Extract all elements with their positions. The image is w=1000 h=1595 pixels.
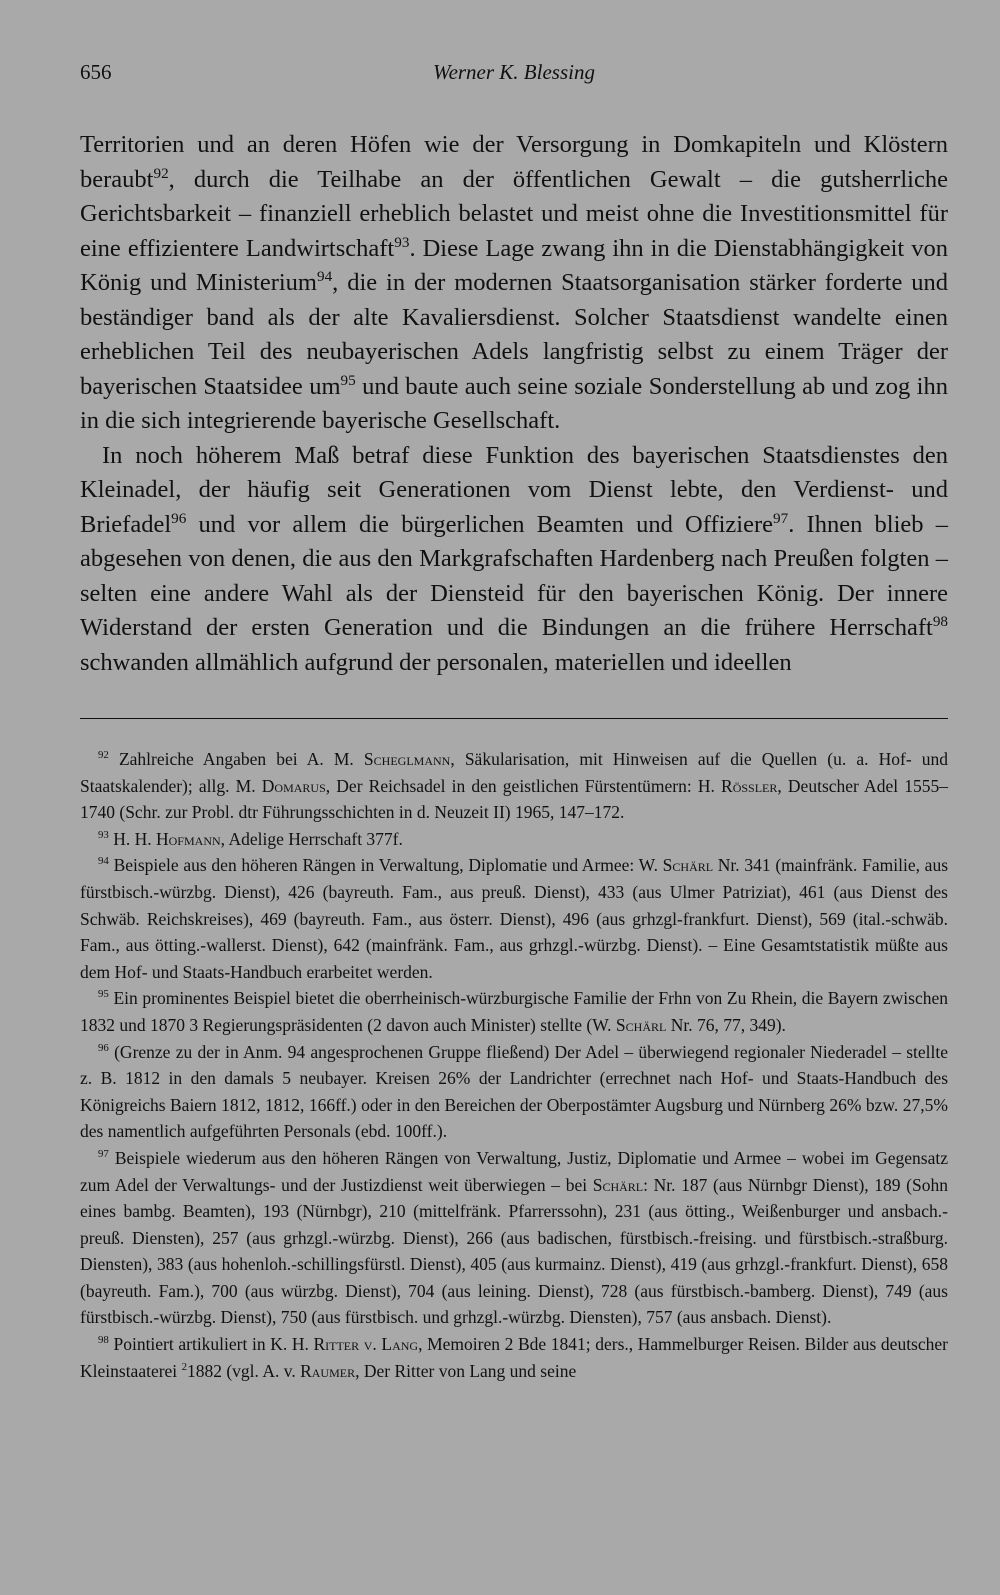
text-run: In noch höherem Maß betraf diese Funktion des bayerischen Staatsdienstes den Kleinadel, der häufig seit Generationen vom Dienst lebte, den Verdienst- und Briefadel (80, 441, 948, 538)
running-head: Werner K. Blessing (433, 60, 595, 84)
text-run: und vor allem die bürgerlichen Beamten und Offiziere (186, 510, 773, 538)
text-run: , durch die Teilhabe an der öffentlichen Gewalt – die gutsherrliche Gerichtsbarkeit – finanziell erheblich belastet und meist ohne die Investitionsmittel für eine effizientere Landwirtschaft (80, 165, 948, 262)
author-name: Rössler (721, 775, 778, 796)
text-run: und baute auch seine soziale Sonderstellung ab und zog ihn in die sich integrierende bayerische Gesellschaft. (80, 372, 948, 434)
author-name: Schärl (615, 1014, 667, 1035)
footnote-94 (80, 852, 948, 985)
footnote-number: 98 (98, 1334, 109, 1347)
paragraph-2 (80, 439, 948, 681)
footnote-ref: 97 (773, 509, 789, 527)
text-run: , Memoiren 2 Bde 1841; ders., Hammelburger Reisen. Bilder aus deutscher Kleinstaaterei (80, 1334, 948, 1381)
edition-number: 2 (181, 1360, 187, 1373)
footnote-ref: 95 (340, 371, 356, 389)
text-run: Zahlreiche Angaben bei A. M. (118, 749, 364, 769)
footnote-number: 96 (98, 1041, 109, 1054)
text-run: Beispiele wiederum aus den höheren Rängen von Verwaltung, Justiz, Diplomatie und Armee – wobei im Gegensatz zum Adel der Verwaltungs- und der Justizdienst weit überwiegen – bei (80, 1147, 948, 1195)
footnote-ref: 93 (394, 233, 410, 251)
author-name: Schärl (592, 1174, 644, 1195)
text-run: : Nr. 187 (aus Nürnbgr Dienst), 189 (Sohn eines bambg. Beamten), 193 (Nürnbgr), 210 (mittelfränk. Pfarrerssohn), 231 (aus ötting., Weißenburger und ansbach.-preuß. Diensten), 257 (aus grhzgl.-würzbg. Dienst), 266 (aus badischen, fürstbisch.-freising. und fürstbisch.-straßburg. Diensten), 383 (aus hohenloh.-schillingsfürstl. Dienst), 405 (aus kurmainz. Dienst), 419 (aus grhzgl.-frankfurt. Dienst), 658 (bayreuth. Fam.), 700 (aus würzbg. Dienst), 704 (aus leining. Dienst), 728 (aus fürstbisch.-bamberg. Dienst), 749 (aus fürstbisch.-würzbg. Dienst), 750 (aus fürstbisch. und grhzgl.-würzbg. Diensten), 757 (aus ansbach. Dienst). (80, 1174, 948, 1328)
text-run: , Der Reichsadel in den geistlichen Fürstentümern: H. (325, 775, 722, 796)
footnote-number: 97 (98, 1148, 109, 1161)
footnote-number: 92 (98, 749, 109, 762)
text-run: , Der Ritter von Lang und seine (355, 1360, 577, 1381)
text-run: , Säkularisation, mit Hinweisen auf die Quellen (u. a. Hof- und Staatskalender); allg. M. (80, 749, 949, 796)
page-number: 656 (80, 60, 112, 84)
footnote-ref: 96 (171, 509, 187, 527)
text-run: . Ihnen blieb – abgesehen von denen, die aus den Markgrafschaften Hardenberg nach Preußen folgten – selten eine andere Wahl als der Diensteid für den bayerischen König. Der innere Widerstand der ersten Generation und die Bindungen an die frühere Herrschaft (80, 510, 948, 641)
author-name: Domarus (261, 775, 326, 796)
text-run: Beispiele aus den höheren Rängen in Verwaltung, Diplomatie und Armee: W. (113, 855, 663, 876)
footnote-ref: 94 (316, 267, 333, 285)
text-run: , Deutscher Adel 1555–1740 (Schr. zur Probl. dtr Führungsschichten in d. Neuzeit II) 1965, 147–172. (80, 775, 948, 823)
author-name: Ritter v. Lang (313, 1334, 419, 1355)
text-run: (Grenze zu der in Anm. 94 angesprochenen Gruppe fließend) Der Adel – überwiegend regionaler Niederadel – stellte z. B. 1812 in den damals 5 neubayer. Kreisen 26% der Landrichter (errechnet nach Hof- und Staats-Handbuch des Königreichs Baiern 1812, 1812, 166ff.) oder in den Bereichen der Oberpostämter Augsburg und Nürnberg 26% bzw. 27,5% des namentlich aufgeführten Personals (ebd. 100ff.). (80, 1041, 949, 1142)
text-run: schwanden allmählich aufgrund der personalen, materiellen und ideellen (80, 648, 792, 676)
text-run: Ein prominentes Beispiel bietet die oberrheinisch-würzburgische Familie der Frhn von Zu Rhein, die Bayern zwischen 1832 und 1870 3 Regierungspräsidenten (2 davon auch Minister) stellte (W. (80, 988, 949, 1035)
footnotes (80, 746, 948, 1384)
footnote-93 (80, 826, 948, 853)
text-run: Territorien und an deren Höfen wie der Versorgung in Domkapiteln und Klöstern beraubt (80, 131, 948, 193)
footnote-divider (80, 718, 948, 719)
footnote-number: 93 (98, 828, 109, 841)
text-run: Nr. 76, 77, 349). (666, 1014, 786, 1035)
text-run: Nr. 341 (mainfränk. Familie, aus fürstbisch.-würzbg. Dienst), 426 (bayreuth. Fam., aus preuß. Dienst), 433 (aus Ulmer Patriziat), 461 (aus Dienst des Schwäb. Reichskreises), 469 (bayreuth. Fam., aus österr. Dienst), 496 (aus grhzgl-frankfurt. Dienst), 569 (ital.-schwäb. Fam., aus ötting.-wallerst. Dienst), 642 (mainfränk. Fam., aus grhzgl.-würzbg. Dienst). – Eine Gesamtstatistik müßte aus dem Hof- und Staats-Handbuch erarbeitet werden. (80, 855, 949, 982)
text-run: . Diese Lage zwang ihn in die Dienstabhängigkeit von König und Ministerium (80, 234, 949, 296)
main-text (80, 128, 948, 680)
author-name: Schärl (662, 855, 714, 876)
author-name: Scheglmann (363, 749, 451, 769)
text-run: , die in der modernen Staatsorganisation stärker forderte und beständiger band als der alte Kavaliersdienst. Solcher Staatsdienst wandelte einen erheblichen Teil des neubayerischen Adels langfristig selbst zu einem Träger der bayerischen Staatsidee um (80, 269, 949, 400)
text-run: 1882 (vgl. A. v. (186, 1360, 301, 1381)
author-name: Raumer (300, 1360, 356, 1381)
page-header (80, 60, 948, 90)
author-name: Hofmann (156, 828, 221, 849)
footnote-98 (80, 1331, 948, 1384)
footnote-number: 94 (98, 855, 109, 868)
text-run: H. H. (113, 828, 156, 849)
text-run: Pointiert artikuliert in K. H. (113, 1334, 314, 1355)
text-run: , Adelige Herrschaft 377f. (220, 828, 403, 849)
footnote-ref: 98 (932, 612, 948, 630)
footnote-95 (80, 985, 948, 1038)
footnote-97 (80, 1145, 948, 1331)
footnote-ref: 92 (153, 164, 169, 182)
footnote-number: 95 (98, 988, 109, 1001)
footnote-92 (80, 746, 948, 826)
paragraph-1 (80, 128, 948, 439)
footnote-96 (80, 1039, 948, 1145)
